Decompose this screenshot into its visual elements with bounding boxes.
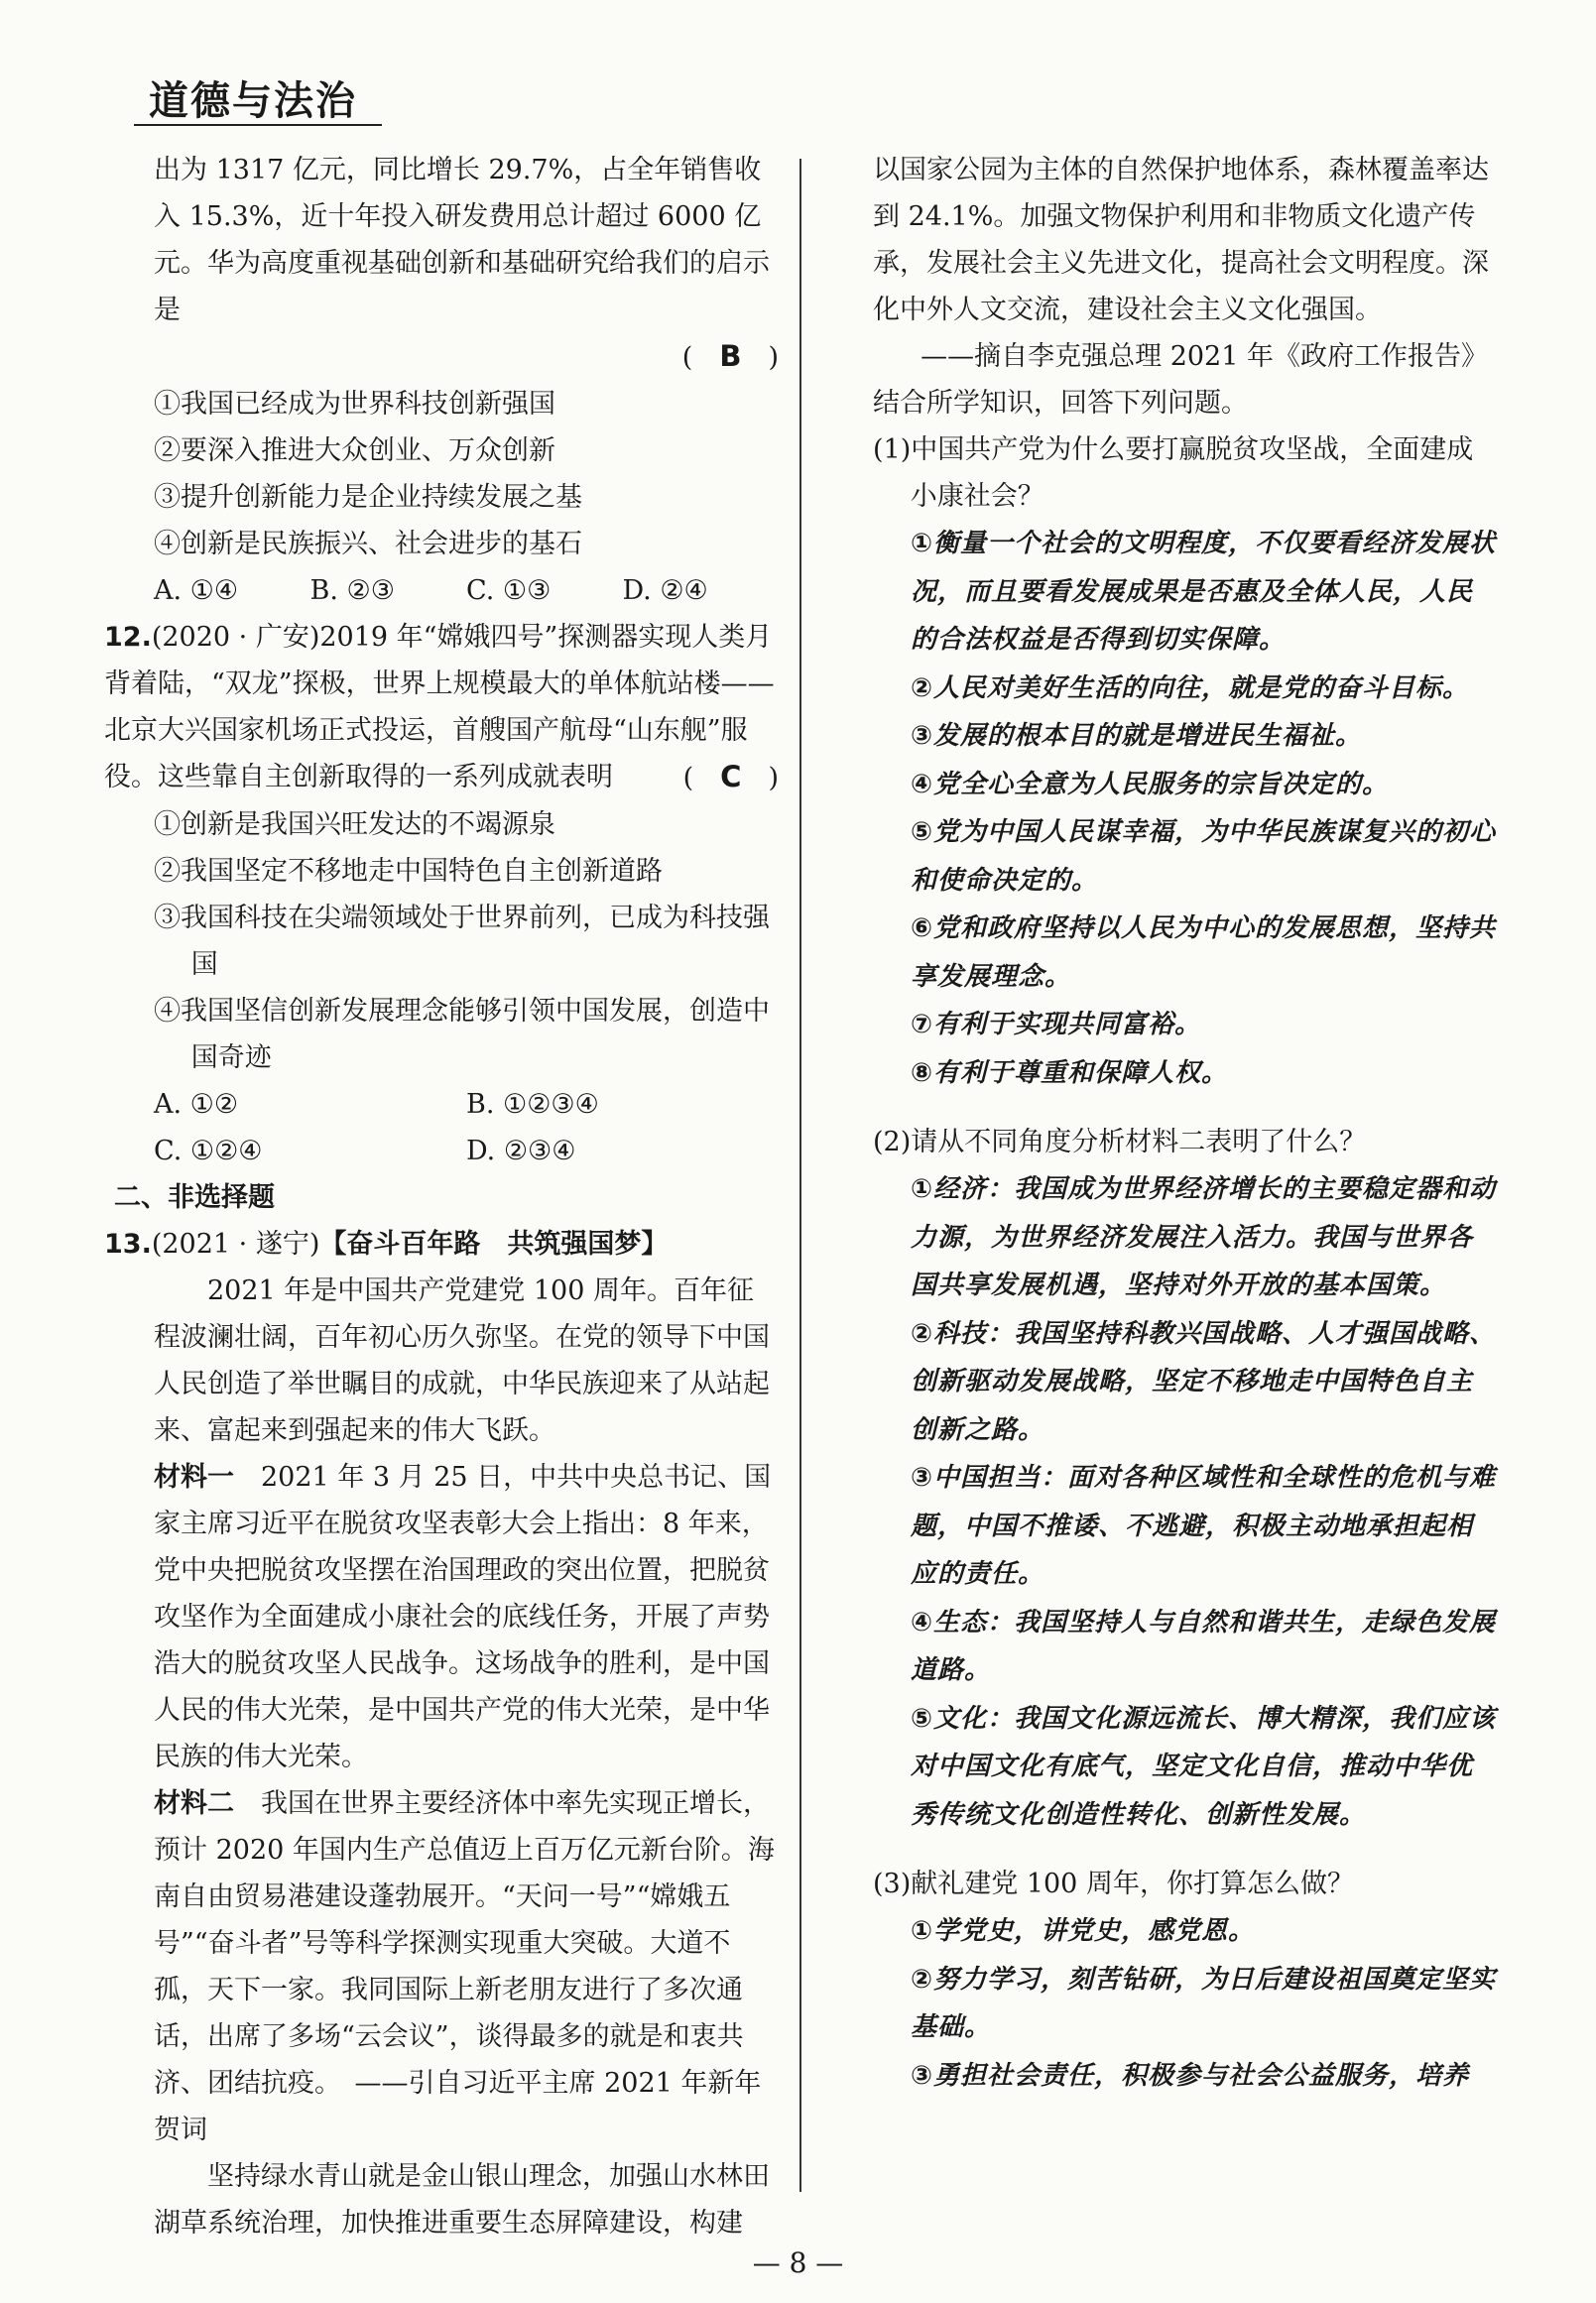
sub-question-3: (3)献礼建党 100 周年，你打算怎么做？ [873,1869,1354,1899]
sub-question-2: (2)请从不同角度分析材料二表明了什么？ [873,1127,1367,1157]
answer-2-item: ⑤文化：我国文化源远流长、博大精深，我们应该对中国文化有底气，坚定文化自信，推动中华优秀传统文化创造性转化、创新性发展。 [911,1703,1497,1830]
subject-header: 道德与法治 [149,78,357,124]
material-2-continued: 坚持绿水青山就是金山银山理念，加强山水林田湖草系统治理，加快推进重要生态屏障建设，构建 [154,2161,770,2239]
material-2-label: 材料二 [154,1788,234,1819]
q12-option-c: C. ①②④ [154,1136,263,1166]
right-column [873,147,1498,2100]
section-heading: 二、非选择题 [114,1182,275,1213]
q12-item-4: ④我国坚信创新发展理念能够引领中国发展，创造中国奇迹 [154,996,770,1073]
answer-2 [873,1165,1498,1839]
answer-1-item: ⑥党和政府坚持以人民为中心的发展思想，坚持共享发展理念。 [911,913,1497,992]
answer-1 [873,520,1498,1097]
q13-source: (2021 · 遂宁) [151,1229,320,1260]
answer-1-item: ①衡量一个社会的文明程度，不仅要看经济发展状况，而且要看发展成果是否惠及全体人民，人民的合法权益是否得到切实保障。 [911,529,1497,655]
q12-options-row1 [154,1081,779,1128]
answer-3-item: ①学党史，讲党史，感党恩。 [911,1916,1256,1946]
q11-item-3: ③提升创新能力是企业持续发展之基 [154,482,582,513]
q12-option-d: D. ②③④ [466,1136,576,1166]
q11-item-1: ①我国已经成为世界科技创新强国 [154,389,555,420]
q12-option-b: B. ①②③④ [466,1089,599,1120]
answer-3 [873,1907,1498,2100]
answer-1-item: ⑧有利于尊重和保障人权。 [911,1057,1229,1088]
instruction: 结合所学知识，回答下列问题。 [873,388,1248,419]
q12-answer-line: ( C ) [682,760,779,793]
q11-answer-line: ( B ) [681,339,779,373]
answer-1-item: ⑤党为中国人民谋幸福，为中华民族谋复兴的初心和使命决定的。 [911,817,1497,896]
q11-options [154,567,779,614]
answer-1-item: ⑦有利于实现共同富裕。 [911,1010,1202,1039]
q11-stem: 出为 1317 亿元，同比增长 29.7%，占全年销售收入 15.3%，近十年投入研发费用总计超过 6000 亿元。华为高度重视基础创新和基础研究给我们的启示是 [154,155,770,325]
q13-header [104,1221,779,1268]
answer-2-item: ②科技：我国坚持科教兴国战略、人才强国战略、创新驱动发展战略，坚定不移地走中国特色自主创新之路。 [911,1318,1497,1445]
q11-option-c: C. ①③ [466,575,552,606]
material-1-label: 材料一 [154,1462,234,1493]
answer-2-item: ④生态：我国坚持人与自然和谐共生，走绿色发展道路。 [911,1607,1497,1685]
material-1 [154,1454,779,1780]
material-2-text: 我国在世界主要经济体中率先实现正增长，预计 2020 年国内生产总值迈上百万亿元新台阶。海南自由贸易港建设蓬勃展开。“天问一号”“嫦娥五号”“奋斗者”号等科学探测实现重大突破。大道不孤，天下一家。我同国际上新老朋友进行了多次通话，出席了多场“云会议”，谈得最多的就是和衷共济、团结抗疫。 ——引自习近平主席 2021 年新年贺词 [154,1788,775,2145]
material-2-end: 以国家公园为主体的自然保护地体系，森林覆盖率达到 24.1%。加强文物保护利用和非物质文化遗产传承，发展社会主义先进文化，提高社会文明程度。深化中外人文交流，建设社会主义文化强国。 [873,155,1489,325]
q12-answer: C [720,760,742,793]
sub-question-1: (1)中国共产党为什么要打赢脱贫攻坚战，全面建成小康社会？ [873,434,1474,512]
header-rule [134,124,382,126]
q11-option-a: A. ①④ [154,575,239,606]
answer-2-item: ①经济：我国成为世界经济增长的主要稳定器和动力源，为世界经济发展注入活力。我国与世界各国共享发展机遇，坚持对外开放的基本国策。 [911,1174,1497,1300]
answer-1-item: ④党全心全意为人民服务的宗旨决定的。 [911,769,1390,799]
material-1-text: 2021 年 3 月 25 日，中共中央总书记、国家主席习近平在脱贫攻坚表彰大会上指出：8 年来，党中央把脱贫攻坚摆在治国理政的突出位置，把脱贫攻坚作为全面建成小康社会的底线任务，开展了声势浩大的脱贫攻坚人民战争。这场战争的胜利，是中国人民的伟大光荣，是中国共产党的伟大光荣，是中华民族的伟大光荣。 [154,1462,772,1772]
answer-3-item: ②努力学习，刻苦钻研，为日后建设祖国奠定坚实基础。 [911,1964,1497,2042]
left-column [104,147,779,2246]
q11-item-2: ②要深入推进大众创业、万众创新 [154,435,555,466]
q13-number: 13. [104,1229,152,1260]
q11-answer: B [719,339,742,373]
q12-option-a: A. ①② [154,1089,239,1120]
q12-item-2: ②我国坚定不移地走中国特色自主创新道路 [154,856,663,887]
q12-item-1: ①创新是我国兴旺发达的不竭源泉 [154,809,555,840]
q12-number: 12. [104,622,152,653]
q13-intro: 2021 年是中国共产党建党 100 周年。百年征程波澜壮阔，百年初心历久弥坚。在党的领导下中国人民创造了举世瞩目的成就，中华民族迎来了从站起来、富起来到强起来的伟大飞跃。 [154,1275,770,1446]
q11-option-b: B. ②③ [309,575,395,606]
q12-text: (2020 · 广安)2019 年“嫦娥四号”探测器实现人类月背着陆，“双龙”探极，世界上规模最大的单体航站楼——北京大兴国家机场正式投运，首艘国产航母“山东舰”服役。这些靠自主创新取得的一系列成就表明 [104,622,775,792]
q13-title: 【奋斗百年路 共筑强国梦】 [319,1229,669,1260]
material-2 [154,1780,779,2153]
q12-options-row2 [154,1128,779,1174]
material-citation: ——摘自李克强总理 2021 年《政府工作报告》 [921,341,1488,372]
column-divider [799,159,801,2192]
answer-1-item: ③发展的根本目的就是增进民生福祉。 [911,721,1363,751]
q11-option-d: D. ②④ [622,575,708,606]
answer-2-item: ③中国担当：面对各种区域性和全球性的危机与难题，中国不推诿、不逃避，积极主动地承担起相应的责任。 [911,1463,1497,1589]
answer-1-item: ②人民对美好生活的向往，就是党的奋斗目标。 [911,672,1470,703]
page-number: — 8 — [752,2246,844,2279]
q12-item-3: ③我国科技在尖端领域处于世界前列，已成为科技强国 [154,903,770,980]
q11-item-4: ④创新是民族振兴、社会进步的基石 [154,529,582,559]
answer-3-item: ③勇担社会责任，积极参与社会公益服务，培养 [911,2060,1470,2091]
